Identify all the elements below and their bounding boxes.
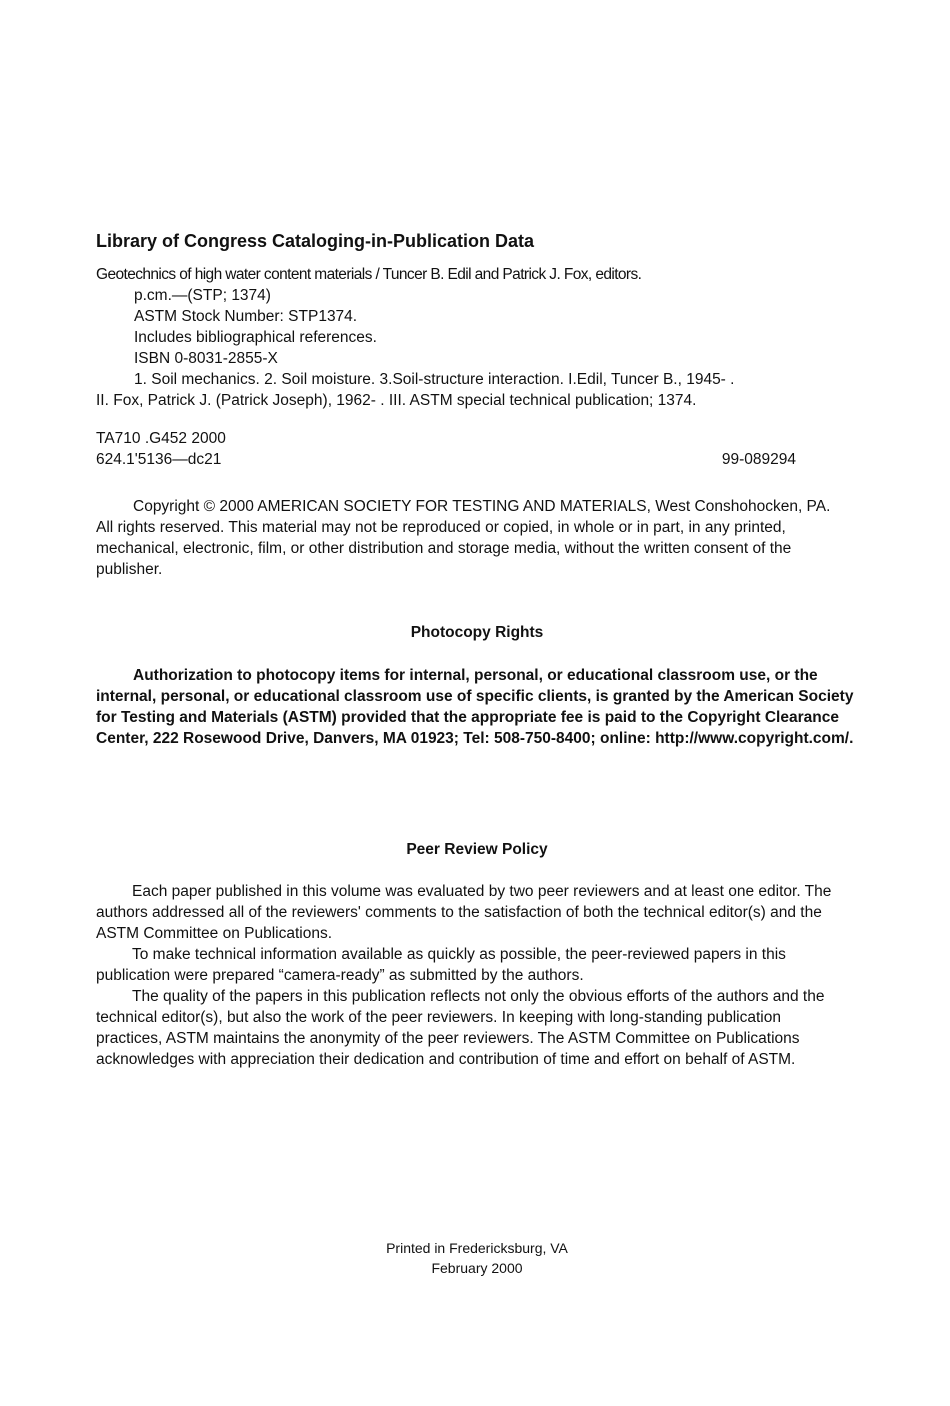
peer-review-paragraph: Each paper published in this volume was evaluated by two peer reviewers and at least one editor. The authors addressed all of the reviewers' comments to the satisfaction of both the technical editor(s) and the ASTM Committee on Publications. (96, 883, 832, 942)
cip-title: Library of Congress Cataloging-in-Publication Data (96, 231, 535, 251)
peer-review-paragraph: To make technical information available as quickly as possible, the peer-reviewed papers in this publication were prepared “camera-ready” as submitted by the authors. (96, 946, 786, 984)
lccn: 99-089294 (721, 451, 796, 468)
cip-subjects: 1. Soil mechanics. 2. Soil moisture. 3.Soil-structure interaction. I.Edil, Tuncer B., 1945- . (134, 371, 735, 388)
printed-place: Printed in Fredericksburg, VA (386, 1240, 568, 1256)
peer-review-paragraph: The quality of the papers in this publication reflects not only the obvious efforts of the authors and the technical editor(s), but also the work of the peer reviewers. In keeping with long-standing publication practices, ASTM maintains the anonymity of the peer reviewers. The ASTM Committee on Publications acknowledges with appreciation their dedication and contribution of time and effort on behalf of ASTM. (96, 988, 825, 1068)
cip-record (96, 264, 856, 411)
printed-date: February 2000 (431, 1260, 523, 1276)
peer-review-policy (96, 881, 846, 1070)
cip-stock-number: ASTM Stock Number: STP1374. (134, 308, 358, 325)
peer-review-heading: Peer Review Policy (406, 841, 548, 858)
call-number-row (96, 428, 796, 449)
cip-series-line: p.cm.—(STP; 1374) (134, 287, 271, 304)
dewey-classification: 624.1'5136—dc21 (96, 451, 222, 468)
photocopy-rights-heading: Photocopy Rights (410, 624, 544, 641)
cip-isbn: ISBN 0-8031-2855-X (134, 350, 278, 367)
printing-imprint (0, 1238, 950, 1278)
copyright-notice: Copyright © 2000 AMERICAN SOCIETY FOR TESTING AND MATERIALS, West Conshohocken, PA. All rights reserved. This material may not be reproduced or copied, in whole or in part, in any printed, mechanical, electronic, film, or other distribution and storage media, without the written consent of the publisher. (96, 498, 831, 578)
call-number: TA710 .G452 2000 (96, 430, 226, 447)
classification-row (96, 449, 796, 470)
photocopy-rights-text: Authorization to photocopy items for internal, personal, or educational classroom use, or the internal, personal, or educational classroom use of specific clients, is granted by the American Society for Testing and Materials (ASTM) provided that the appropriate fee is paid to the Copyright Clearance Center, 222 Rosewood Drive, Danvers, MA 01923; Tel: 508-750-8400; online: http://www.copyright.com/. (96, 667, 854, 747)
cip-main-entry: Geotechnics of high water content materials / Tuncer B. Edil and Patrick J. Fox, editors. (96, 266, 642, 283)
cip-subjects-continued: II. Fox, Patrick J. (Patrick Joseph), 1962- . III. ASTM special technical publication; 1374. (96, 392, 697, 409)
classification-block (96, 428, 796, 470)
cip-bibliography-note: Includes bibliographical references. (134, 329, 377, 346)
